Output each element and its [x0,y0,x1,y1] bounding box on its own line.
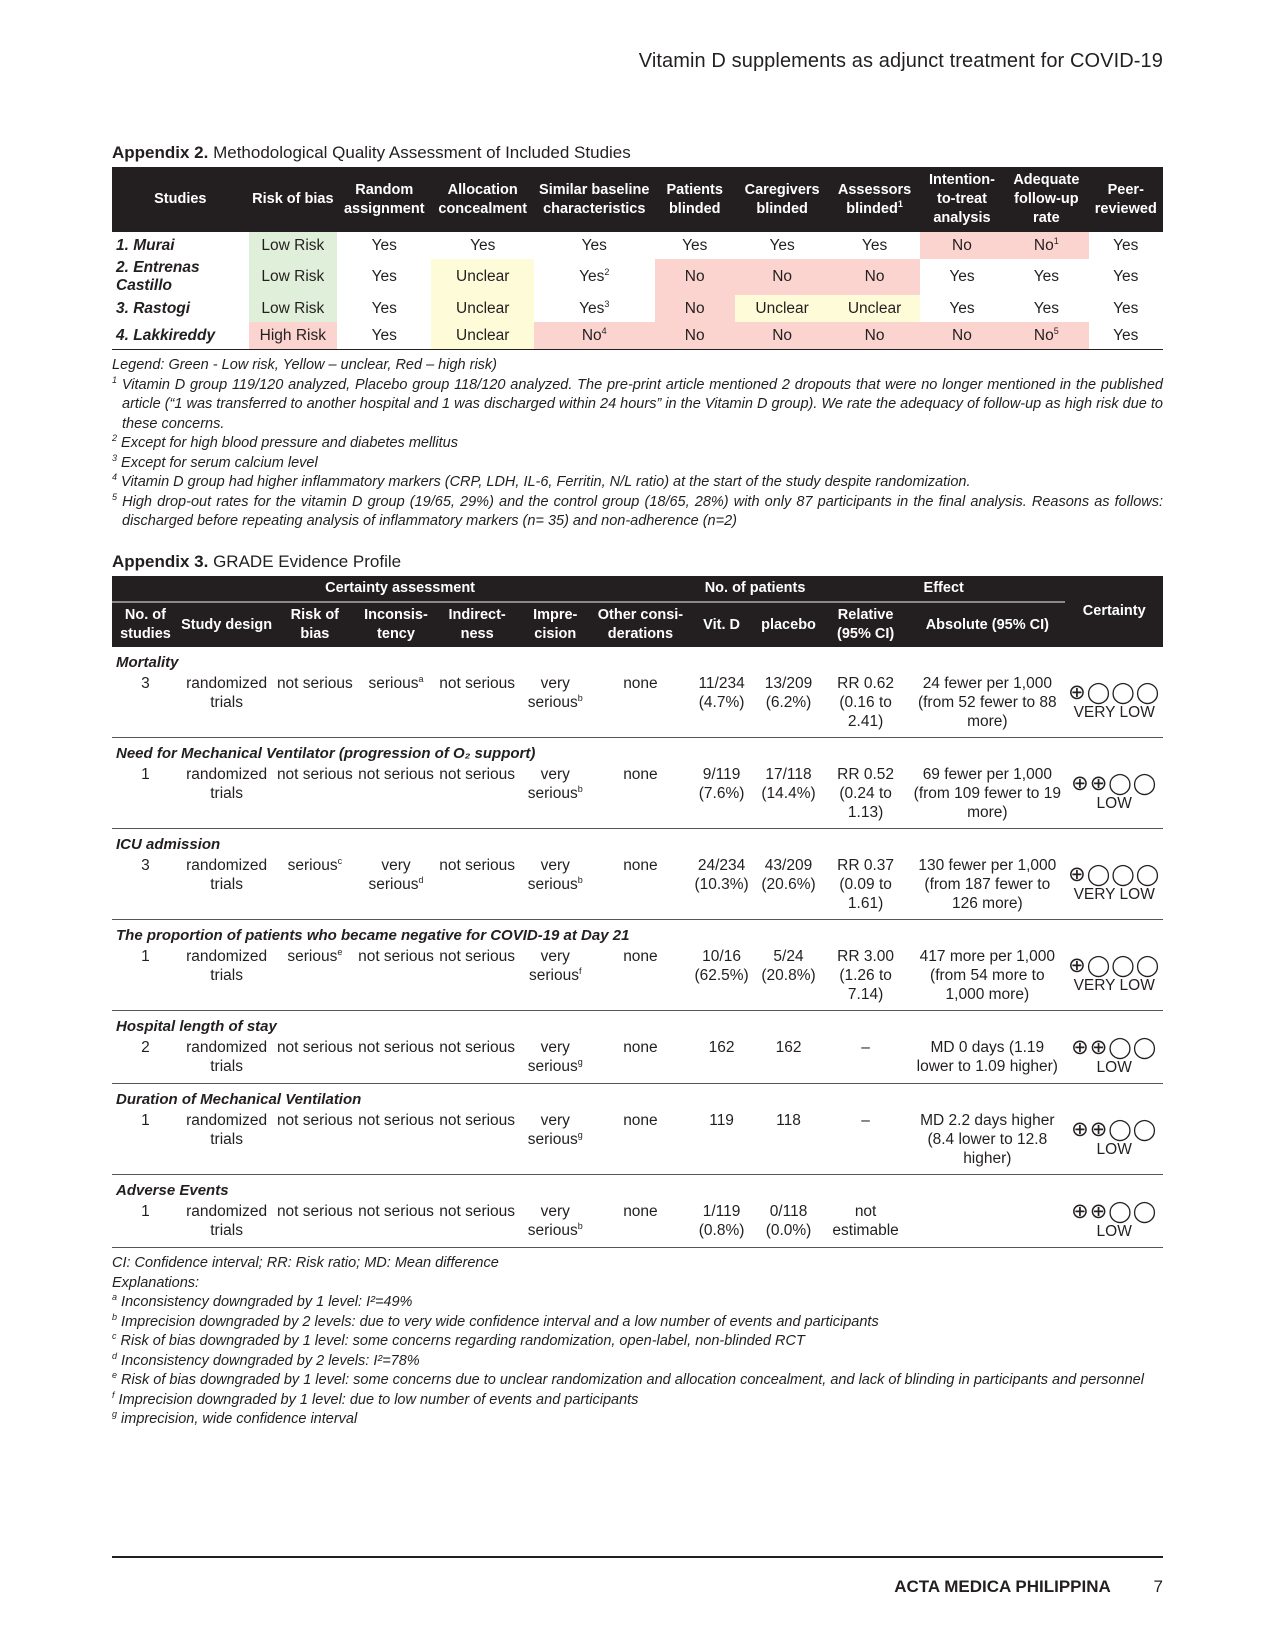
assessment-cell: No [920,232,1004,259]
outcome-header-row [112,738,1163,766]
certainty-cell [1065,1038,1163,1084]
explanation-note: $^c$ Risk of bias downgraded by 1 level: some concerns regarding randomization, open-label, non-blinded RCT [112,1331,805,1349]
certainty-rating-icon: ⊕◯◯◯ [1068,681,1161,704]
cell-absolute: MD 2.2 days higher (8.4 lower to 12.8 higher) [909,1111,1065,1175]
cell-vitd: 119 [688,1111,755,1175]
certainty-label: VERY LOW [1073,886,1155,903]
column-header: No. of studies [112,602,179,647]
cell-indir: not serious [437,765,518,829]
footnote: $^5$ High drop-out rates for the vitamin D group (19/65, 29%) and the control group (18/65, 28%) with only 87 participants in the final analysis. Reasons as follows: discharged before repeating analysis of inflammatory markers (n= 35) and non-adherence (n=2) [112,491,1164,529]
assessment-cell: High Risk [249,322,337,350]
cell-indir: not serious [437,1038,518,1084]
column-header: Study design [179,602,274,647]
column-header: Patients blinded [655,167,735,232]
column-header: Relative (95% CI) [822,602,909,647]
cell-other: none [593,1111,688,1175]
certainty-header: Certainty [1065,576,1163,647]
grade-evidence-table [112,576,1163,1248]
assessment-cell: Unclear [829,295,919,322]
assessment-cell: No [829,322,919,350]
outcome-header-row [112,829,1163,857]
cell-imprec: very serious$^g$ [518,1111,593,1175]
cell-n: 1 [112,765,179,829]
cell-placebo: 0/118 (0.0%) [755,1202,822,1248]
cell-placebo: 17/118 (14.4%) [755,765,822,829]
appendix-2-caption: Appendix 2. Methodological Quality Assessment of Included Studies [112,143,631,162]
certainty-rating-icon: ⊕◯◯◯ [1068,863,1161,886]
appendix-3-caption: Appendix 3. GRADE Evidence Profile [112,552,402,571]
cell-other: none [593,765,688,829]
cell-imprec: very serious$^f$ [518,947,593,1011]
table-row [112,259,1163,295]
cell-vitd: 11/234 (4.7%) [688,674,755,738]
outcome-name: Need for Mechanical Ventilator (progression of O₂ support) [116,745,536,762]
certainty-cell [1065,856,1163,920]
assessment-cell: No [655,259,735,295]
cell-other: none [593,856,688,920]
cell-relative: – [822,1111,909,1175]
assessment-cell: Yes$^2$ [579,266,610,285]
assessment-cell: Yes [861,236,888,254]
cell-relative: RR 0.52 (0.24 to 1.13) [822,765,909,829]
cell-absolute [909,1202,1065,1248]
certainty-cell [1065,1111,1163,1175]
table-row [112,295,1163,322]
column-header: Intention-to-treat analysis [920,167,1004,232]
assessment-cell: No [735,259,829,295]
cell-indir: not serious [437,1111,518,1175]
appendix-2-section [112,143,1163,532]
study-name: 3. Rastogi [116,299,191,317]
cell-other: none [593,947,688,1011]
assessment-cell: Yes [682,236,708,254]
cell-placebo: 43/209 (20.6%) [755,856,822,920]
column-header: Studies [112,167,249,232]
assessment-cell: Yes [1113,299,1139,317]
cell-absolute: 24 fewer per 1,000 (from 52 fewer to 88 more) [909,674,1065,738]
assessment-cell: No [829,259,919,295]
assessment-cell: No$^5$ [1004,322,1088,350]
cell-design: randomized trials [179,674,274,738]
assessment-cell: Yes [371,299,397,317]
cell-incons: not serious [355,1111,436,1175]
cell-absolute: 69 fewer per 1,000 (from 109 fewer to 19 more) [909,765,1065,829]
outcome-header-row [112,1175,1163,1203]
assessment-cell: Yes [949,299,975,317]
column-header: Other consi-derations [593,602,688,647]
effect-header: Effect [822,576,1065,602]
cell-rob: serious$^c$ [274,856,355,920]
cell-relative: not estimable [822,1202,909,1248]
certainty-rating-icon: ⊕⊕◯◯ [1071,1036,1158,1059]
assessment-cell: No$^1$ [1004,232,1088,259]
cell-rob: not serious [274,1111,355,1175]
cell-vitd: 10/16 (62.5%) [688,947,755,1011]
column-header: Random assignment [337,167,431,232]
explanation-note: $^b$ Imprecision downgraded by 2 levels: due to very wide confidence interval and a low number of events and participants [112,1311,879,1330]
cell-design: randomized trials [179,1038,274,1084]
column-header: Risk of bias [249,167,337,232]
cell-imprec: very serious$^g$ [518,1038,593,1084]
certainty-cell [1065,765,1163,829]
cell-design: randomized trials [179,765,274,829]
assessment-cell: Yes [371,268,397,285]
table-row [112,1111,1163,1175]
table-row [112,232,1163,259]
assessment-cell: Yes [1089,322,1163,350]
assessment-cell: Unclear [431,322,533,350]
cell-other: none [593,674,688,738]
assessment-cell: Unclear [431,295,533,322]
explanation-note: $^f$ Imprecision downgraded by 1 level: due to low number of events and participants [112,1389,639,1408]
column-header-row [112,602,1163,647]
cell-n: 2 [112,1038,179,1084]
table-row [112,1202,1163,1248]
cell-n: 3 [112,674,179,738]
cell-relative: – [822,1038,909,1084]
outcome-name: The proportion of patients who became negative for COVID-19 at Day 21 [116,927,630,944]
certainty-assessment-header: Certainty assessment [112,576,688,602]
certainty-cell [1065,947,1163,1011]
column-header: Allocation concealment [431,167,533,232]
cell-vitd: 24/234 (10.3%) [688,856,755,920]
assessment-cell: No [655,322,735,350]
assessment-cell: No [655,295,735,322]
cell-n: 1 [112,1202,179,1248]
cell-absolute: 130 fewer per 1,000 (from 187 fewer to 126 more) [909,856,1065,920]
certainty-rating-icon: ⊕⊕◯◯ [1071,772,1158,795]
cell-relative: RR 0.37 (0.09 to 1.61) [822,856,909,920]
cell-rob: not serious [274,1202,355,1248]
column-header: Impre-cision [518,602,593,647]
cell-rob: not serious [274,674,355,738]
outcome-name: Duration of Mechanical Ventilation [116,1091,362,1108]
assessment-cell: Yes [949,268,975,285]
cell-relative: RR 0.62 (0.16 to 2.41) [822,674,909,738]
certainty-label: LOW [1096,1223,1132,1240]
study-name: 1. Murai [116,236,175,254]
cell-indir: not serious [437,856,518,920]
cell-rob: serious$^e$ [274,947,355,1011]
table-row [112,322,1163,350]
certainty-rating-icon: ⊕⊕◯◯ [1071,1118,1158,1141]
cell-placebo: 5/24 (20.8%) [755,947,822,1011]
cell-incons: serious$^a$ [355,674,436,738]
assessment-cell: No [920,322,1004,350]
cell-relative: RR 3.00 (1.26 to 7.14) [822,947,909,1011]
assessment-cell: Low Risk [249,295,337,322]
cell-n: 1 [112,1111,179,1175]
assessment-cell: Yes [769,236,795,254]
table-row [112,947,1163,1011]
assessment-cell: Yes [1113,236,1139,254]
cell-incons: very serious$^d$ [355,856,436,920]
outcome-name: Hospital length of stay [116,1018,277,1035]
appendix-3-section [112,552,1163,1430]
outcome-header-row [112,1011,1163,1039]
cell-imprec: very serious$^b$ [518,1202,593,1248]
cell-incons: not serious [355,1038,436,1084]
explanation-note: $^e$ Risk of bias downgraded by 1 level: some concerns due to unclear randomization and allocation concealment, and lack of blinding in participants and personnel [112,1370,1144,1388]
assessment-cell: Yes [581,236,607,254]
cell-placebo: 13/209 (6.2%) [755,674,822,738]
cell-design: randomized trials [179,856,274,920]
column-header: placebo [755,602,822,647]
certainty-label: VERY LOW [1073,704,1155,721]
column-header: Vit. D [688,602,755,647]
outcome-header-row [112,1084,1163,1112]
page-footer [894,1577,1163,1597]
explanation-note: $^d$ Inconsistency downgraded by 2 levels: I²=78% [112,1350,420,1369]
column-header: Risk of bias [274,602,355,647]
table-row [112,674,1163,738]
cell-design: randomized trials [179,947,274,1011]
appendix-3-notes [112,1254,1163,1430]
cell-absolute: MD 0 days (1.19 lower to 1.09 higher) [909,1038,1065,1084]
cell-n: 1 [112,947,179,1011]
running-header: Vitamin D supplements as adjunct treatment for COVID-19 [638,50,1163,72]
assessment-cell: Yes [1033,299,1059,317]
cell-design: randomized trials [179,1111,274,1175]
table-row [112,765,1163,829]
cell-vitd: 1/119 (0.8%) [688,1202,755,1248]
certainty-rating-icon: ⊕◯◯◯ [1068,954,1161,977]
column-header: Adequate follow-up rate [1004,167,1088,232]
cell-imprec: very serious$^b$ [518,856,593,920]
certainty-cell [1065,674,1163,738]
explanation-note: $^a$ Inconsistency downgraded by 1 level: I²=49% [112,1292,413,1310]
certainty-label: LOW [1096,1059,1132,1076]
assessment-cell: No [735,322,829,350]
cell-indir: not serious [437,674,518,738]
cell-rob: not serious [274,765,355,829]
explanation-note: $^g$ imprecision, wide confidence interval [112,1409,358,1427]
assessment-cell: No$^4$ [534,322,655,350]
column-header: Caregivers blinded [735,167,829,232]
cell-design: randomized trials [179,1202,274,1248]
certainty-label: LOW [1096,795,1132,812]
cell-imprec: very serious$^b$ [518,674,593,738]
table-header-row [112,167,1163,232]
study-name: 4. Lakkireddy [112,322,249,350]
assessment-cell: Low Risk [249,259,337,295]
outcome-name: Adverse Events [116,1182,229,1199]
certainty-label: VERY LOW [1073,977,1155,994]
cell-n: 3 [112,856,179,920]
cell-incons: not serious [355,765,436,829]
study-name: 2. Entrenas Castillo [116,259,200,294]
cell-indir: not serious [437,1202,518,1248]
cell-placebo: 162 [755,1038,822,1084]
page-number: 7 [1153,1577,1163,1596]
cell-other: none [593,1202,688,1248]
table-row [112,856,1163,920]
column-header: Assessors blinded$^1$ [829,167,919,232]
assessment-cell: Yes [371,236,397,254]
outcome-header-row [112,647,1163,674]
cell-rob: not serious [274,1038,355,1084]
outcome-header-row [112,920,1163,948]
certainty-label: LOW [1096,1141,1132,1158]
column-header: Indirect-ness [437,602,518,647]
footnote: $^3$ Except for serum calcium level [112,452,318,471]
cell-imprec: very serious$^b$ [518,765,593,829]
certainty-cell [1065,1202,1163,1248]
column-header: Inconsis-tency [355,602,436,647]
assessment-cell: Yes [470,236,496,254]
outcome-name: ICU admission [116,836,221,853]
assessment-cell: Low Risk [249,232,337,259]
footer-divider [112,1556,1163,1558]
assessment-cell: Unclear [431,259,533,295]
footnote: $^4$ Vitamin D group had higher inflammatory markers (CRP, LDH, IL-6, Ferritin, N/L ratio) at the start of the study despite randomization. [112,472,971,490]
assessment-cell: Yes$^3$ [579,298,610,317]
journal-name: ACTA MEDICA PHILIPPINA [894,1577,1111,1596]
assessment-cell: Unclear [735,295,829,322]
cell-placebo: 118 [755,1111,822,1175]
column-header: Peer-reviewed [1089,167,1163,232]
cell-other: none [593,1038,688,1084]
assessment-cell: Yes [337,322,431,350]
table-row [112,1038,1163,1084]
cell-indir: not serious [437,947,518,1011]
footnote: $^2$ Except for high blood pressure and diabetes mellitus [112,433,458,451]
certainty-rating-icon: ⊕⊕◯◯ [1071,1200,1158,1223]
cell-vitd: 162 [688,1038,755,1084]
cell-incons: not serious [355,1202,436,1248]
column-header: Similar baseline characteristics [534,167,655,232]
legend-text: Legend: Green - Low risk, Yellow – unclear, Red – high risk) [112,357,497,373]
column-header: Absolute (95% CI) [909,602,1065,647]
cell-vitd: 9/119 (7.6%) [688,765,755,829]
appendix-2-notes [112,356,1163,532]
outcome-name: Mortality [116,654,179,671]
cell-absolute: 417 more per 1,000 (from 54 more to 1,000 more) [909,947,1065,1011]
group-header-row [112,576,1163,602]
cell-incons: not serious [355,947,436,1011]
abbreviations-text: CI: Confidence interval; RR: Risk ratio; MD: Mean difference [112,1255,499,1271]
assessment-cell: Yes [1113,268,1139,285]
footnote: $^1$ Vitamin D group 119/120 analyzed, Placebo group 118/120 analyzed. The pre-print article mentioned 2 dropouts that were no longer mentioned in the published article (“1 was transferred to another hospital and 1 was discharged within 24 hours” in the Vitamin D group). We rate the adequacy of follow-up as high risk due to these concerns. [112,374,1163,432]
no-of-patients-header: No. of patients [688,576,822,602]
quality-assessment-table [112,167,1163,350]
assessment-cell: Yes [1033,268,1059,285]
explanations-label: Explanations: [112,1274,200,1291]
